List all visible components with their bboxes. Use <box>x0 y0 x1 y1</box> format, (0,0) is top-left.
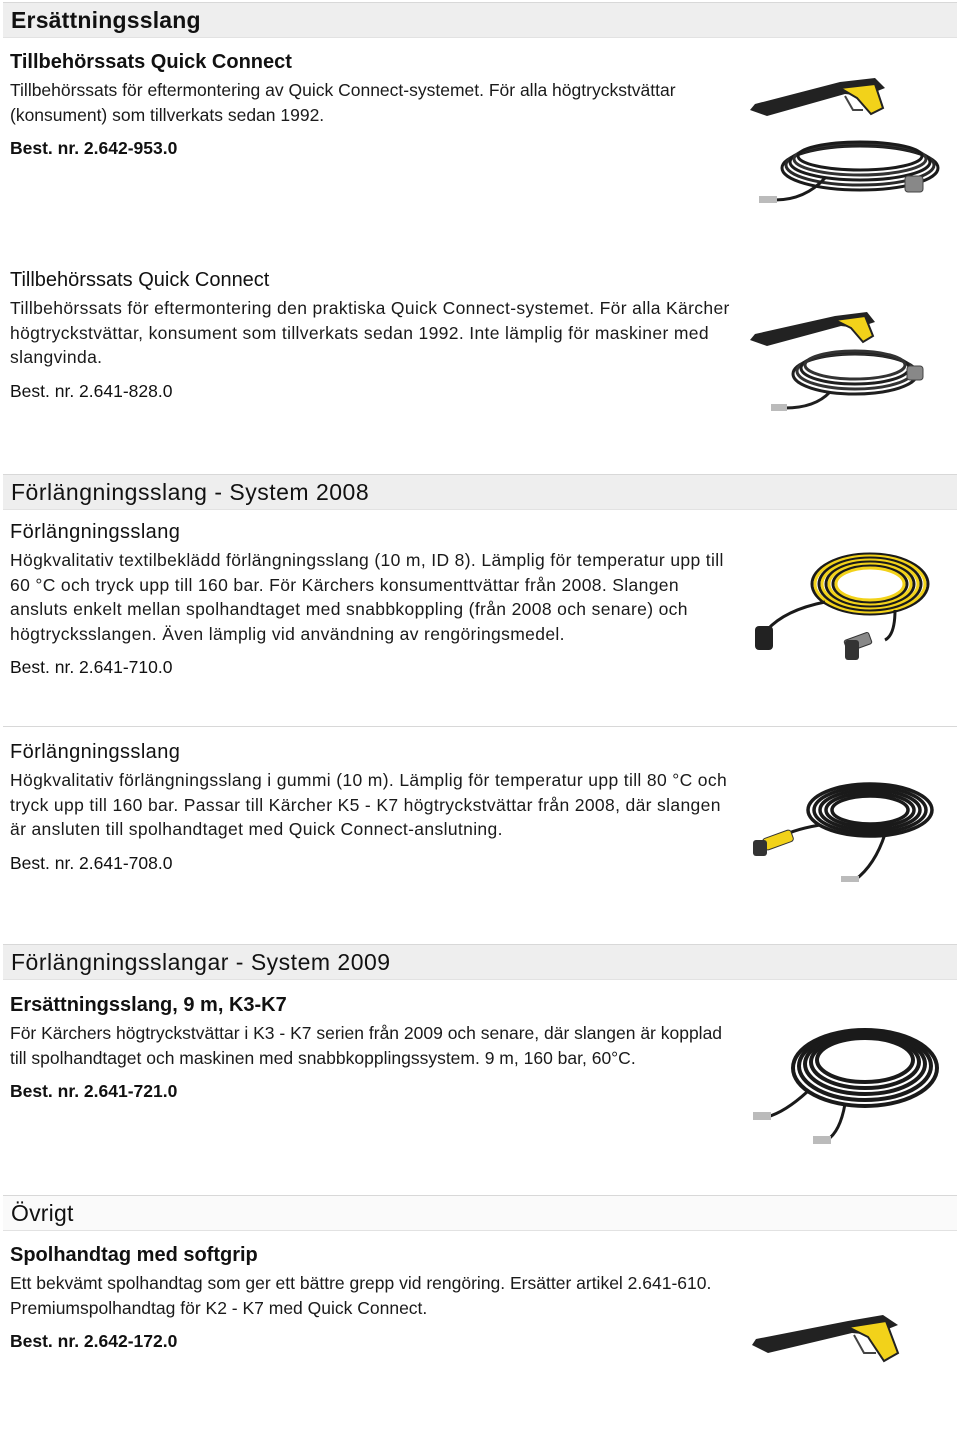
part-number: Best. nr. 2.641-708.0 <box>10 852 173 873</box>
product-item <box>10 740 730 874</box>
part-number: Best. nr. 2.641-710.0 <box>10 657 173 677</box>
part-number: Best. nr. 2.642-172.0 <box>10 1331 178 1351</box>
product-title: Tillbehörssats Quick Connect <box>10 51 292 73</box>
part-number: Best. nr. 2.642-953.0 <box>10 138 178 158</box>
section-header-ovrigt <box>3 1195 957 1231</box>
section-heading: Ersättningsslang <box>11 7 201 33</box>
section-heading: Övrigt <box>11 1200 74 1226</box>
product-item <box>10 268 730 402</box>
part-number: Best. nr. 2.641-721.0 <box>10 1081 178 1101</box>
product-item <box>10 1243 730 1352</box>
divider <box>3 726 957 727</box>
product-description: Ett bekvämt spolhandtag som ger ett bättre grepp vid rengöring. Ersätter artikel 2.641-610. Premiumspolhandtag för K2 - K7 med Quick Connect. <box>10 1273 712 1318</box>
spray-gun-with-hose-icon <box>745 300 945 425</box>
product-item <box>10 993 730 1102</box>
section-heading: Förlängningsslangar - System 2009 <box>11 949 391 975</box>
product-title: Spolhandtag med softgrip <box>10 1244 258 1266</box>
product-description: Högkvalitativ förlängningsslang i gummi (10 m). Lämplig för temperatur upp till 80 °C och tryck upp till 160 bar. Passar till Kärcher K5 - K7 högtryckstvättar från 2008, där slangen är ansluten till spolhandtaget med Quick Connect-anslutning. <box>10 770 728 839</box>
spray-gun-with-hose-icon <box>745 70 945 215</box>
black-hose-coil-icon <box>745 1012 945 1162</box>
section-header-ersattningsslang <box>3 2 957 38</box>
product-item <box>10 50 730 159</box>
black-hose-coil-icon <box>745 770 945 895</box>
yellow-hose-coil-icon <box>745 540 945 665</box>
product-title: Ersättningsslang, 9 m, K3-K7 <box>10 994 287 1016</box>
section-header-forlangningsslang-2008 <box>3 474 957 510</box>
product-description: För Kärchers högtryckstvättar i K3 - K7 serien från 2009 och senare, där slangen är kopplad till spolhandtaget och maskinen med snabbkopplingssystem. 9 m, 160 bar, 60°C. <box>10 1023 723 1068</box>
product-title: Tillbehörssats Quick Connect <box>10 269 270 291</box>
product-title: Förlängningsslang <box>10 741 181 763</box>
section-heading: Förlängningsslang - System 2008 <box>11 479 370 505</box>
product-item <box>10 520 730 678</box>
spray-gun-icon <box>748 1305 938 1385</box>
product-description: Tillbehörssats för eftermontering den praktiska Quick Connect-systemet. För alla Kärcher högtryckstvättar, konsument som tillverkats sedan 1992. Inte lämplig för maskiner med slangvinda. <box>10 298 730 367</box>
product-description: Högkvalitativ textilbeklädd förlängningsslang (10 m, ID 8). Lämplig för temperatur upp till 60 °C och tryck upp till 160 bar. För Kärchers konsumenttvättar från 2008. Slangen ansluts enkelt mellan spolhandtaget med snabbkoppling (från 2008 och senare) och högtrycksslangen. Även lämplig vid användning av rengöringsmedel. <box>10 550 724 644</box>
product-title: Förlängningsslang <box>10 521 181 543</box>
product-description: Tillbehörssats för eftermontering av Quick Connect-systemet. För alla högtryckstvättar (konsument) som tillverkats sedan 1992. <box>10 80 676 125</box>
section-header-forlangningsslangar-2009 <box>3 944 957 980</box>
part-number: Best. nr. 2.641-828.0 <box>10 380 173 401</box>
